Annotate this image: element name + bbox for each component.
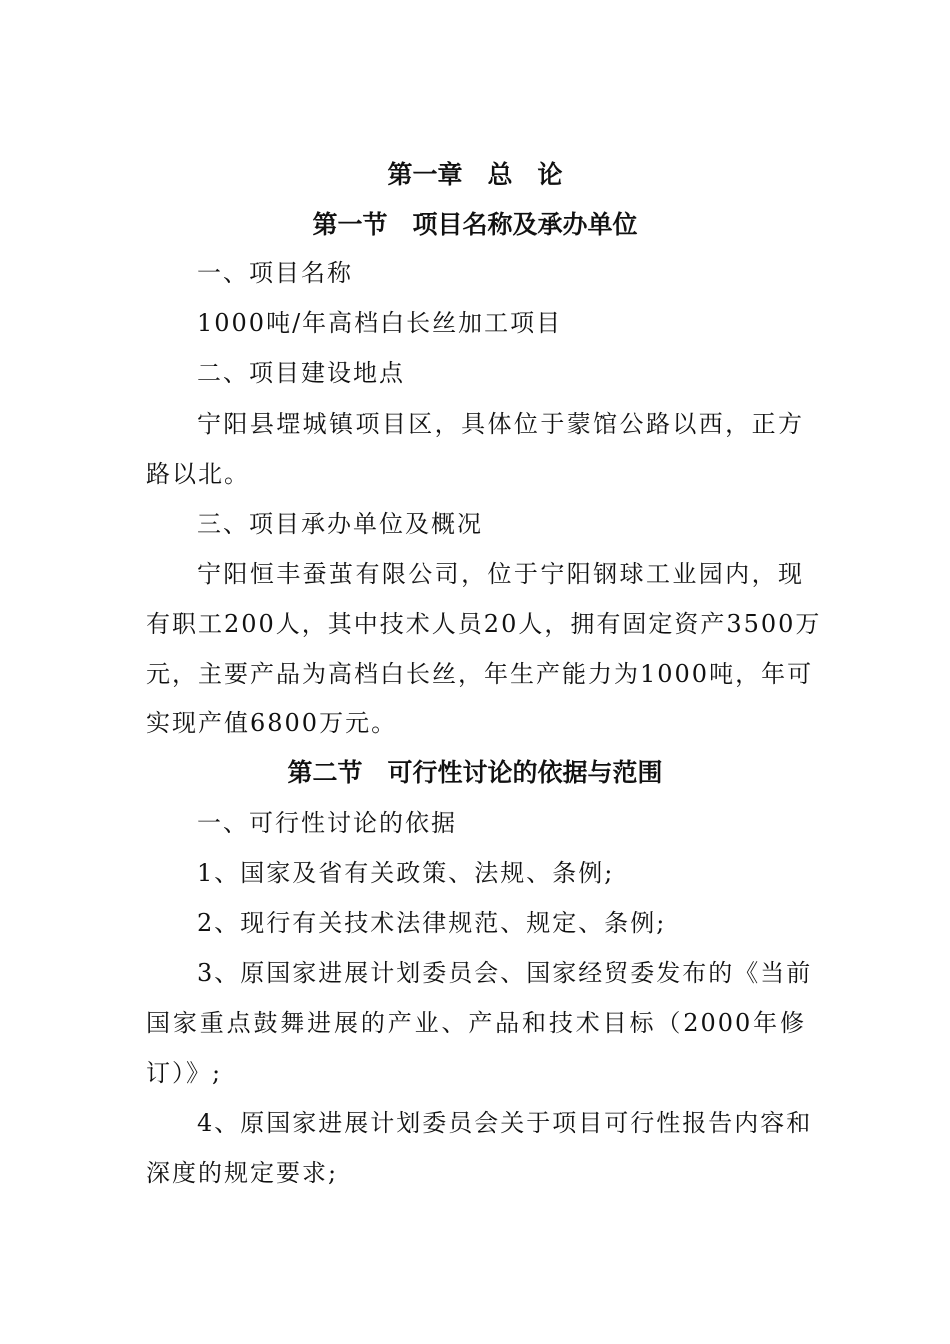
undertaker-text-line: 元，主要产品为高档白长丝，年生产能力为1000吨，年可 — [146, 660, 814, 688]
section-title-1: 第一节 项目名称及承办单位 — [312, 210, 638, 239]
location-text-line: 宁阳县堽城镇项目区，具体位于蒙馆公路以西，正方 — [197, 410, 804, 438]
basis-item-3-line: 国家重点鼓舞进展的产业、产品和技术目标（2000年修 — [146, 1009, 806, 1037]
location-text-line: 路以北。 — [146, 460, 250, 488]
basis-item: 2、现行有关技术法律规范、规定、条例; — [197, 909, 667, 937]
undertaker-text-line: 宁阳恒丰蚕茧有限公司，位于宁阳钢球工业园内，现 — [197, 560, 804, 588]
item-heading-location: 二、项目建设地点 — [197, 359, 405, 387]
section-title-2: 第二节 可行性讨论的依据与范围 — [287, 758, 663, 787]
basis-item-4-line: 4、原国家进展计划委员会关于项目可行性报告内容和 — [197, 1109, 813, 1137]
basis-item-4-line: 深度的规定要求; — [146, 1159, 339, 1187]
item-heading-project-name: 一、项目名称 — [197, 259, 353, 287]
basis-item-3-line: 3、原国家进展计划委员会、国家经贸委发布的《当前 — [197, 959, 813, 987]
undertaker-text-line: 有职工200人，其中技术人员20人，拥有固定资产3500万 — [146, 610, 822, 638]
basis-item: 1、国家及省有关政策、法规、条例; — [197, 859, 615, 887]
chapter-title: 第一章 总 论 — [387, 160, 563, 189]
project-name-text: 1000吨/年高档白长丝加工项目 — [197, 309, 563, 337]
undertaker-text-line: 实现产值6800万元。 — [146, 709, 398, 737]
basis-item-3-line: 订）》; — [146, 1059, 223, 1087]
item-heading-basis: 一、可行性讨论的依据 — [197, 809, 457, 837]
item-heading-undertaker: 三、项目承办单位及概况 — [197, 510, 483, 538]
